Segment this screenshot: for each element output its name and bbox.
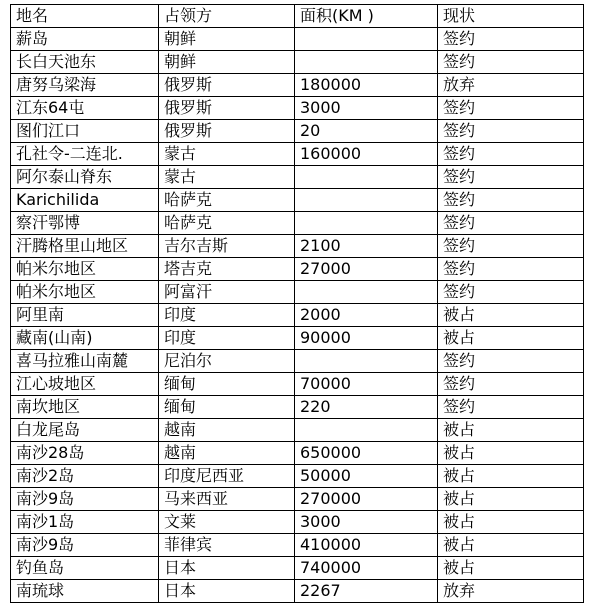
table-row xyxy=(11,580,584,603)
cell-place-name: 阿里南 xyxy=(11,304,159,327)
cell-area: 3000 xyxy=(295,511,438,534)
cell-status: 被占 xyxy=(438,442,584,465)
cell-area xyxy=(295,212,438,235)
table-row xyxy=(11,258,584,281)
cell-occupier: 尼泊尔 xyxy=(159,350,295,373)
cell-status: 签约 xyxy=(438,281,584,304)
cell-status: 放弃 xyxy=(438,74,584,97)
cell-area: 2000 xyxy=(295,304,438,327)
cell-area: 2267 xyxy=(295,580,438,603)
cell-place-name: 南沙9岛 xyxy=(11,534,159,557)
cell-area: 50000 xyxy=(295,465,438,488)
cell-area xyxy=(295,166,438,189)
cell-occupier: 蒙古 xyxy=(159,143,295,166)
cell-place-name: 薪岛 xyxy=(11,28,159,51)
cell-area: 90000 xyxy=(295,327,438,350)
table-row xyxy=(11,212,584,235)
cell-status: 签约 xyxy=(438,28,584,51)
cell-occupier: 哈萨克 xyxy=(159,189,295,212)
cell-place-name: 钓鱼岛 xyxy=(11,557,159,580)
table-row xyxy=(11,28,584,51)
cell-area: 27000 xyxy=(295,258,438,281)
cell-occupier: 文莱 xyxy=(159,511,295,534)
cell-place-name: 图们江口 xyxy=(11,120,159,143)
cell-area xyxy=(295,51,438,74)
table-row xyxy=(11,166,584,189)
cell-place-name: 阿尔泰山脊东 xyxy=(11,166,159,189)
cell-place-name: Karichilida xyxy=(11,189,159,212)
cell-place-name: 察汗鄂博 xyxy=(11,212,159,235)
cell-place-name: 白龙尾岛 xyxy=(11,419,159,442)
cell-occupier: 越南 xyxy=(159,419,295,442)
table-row xyxy=(11,281,584,304)
cell-occupier: 俄罗斯 xyxy=(159,74,295,97)
table-row xyxy=(11,442,584,465)
table-row xyxy=(11,534,584,557)
cell-status: 签约 xyxy=(438,97,584,120)
cell-place-name: 汗腾格里山地区 xyxy=(11,235,159,258)
cell-status: 被占 xyxy=(438,488,584,511)
header-place-name: 地名 xyxy=(11,5,159,28)
cell-place-name: 南沙9岛 xyxy=(11,488,159,511)
cell-occupier: 蒙古 xyxy=(159,166,295,189)
cell-occupier: 菲律宾 xyxy=(159,534,295,557)
cell-status: 放弃 xyxy=(438,580,584,603)
table-row xyxy=(11,557,584,580)
cell-place-name: 唐努乌梁海 xyxy=(11,74,159,97)
table-row xyxy=(11,465,584,488)
cell-occupier: 哈萨克 xyxy=(159,212,295,235)
table-row xyxy=(11,120,584,143)
cell-occupier: 缅甸 xyxy=(159,373,295,396)
cell-occupier: 日本 xyxy=(159,557,295,580)
table-row xyxy=(11,97,584,120)
table-row xyxy=(11,304,584,327)
cell-status: 签约 xyxy=(438,373,584,396)
cell-area: 20 xyxy=(295,120,438,143)
cell-area: 410000 xyxy=(295,534,438,557)
cell-status: 签约 xyxy=(438,258,584,281)
cell-occupier: 缅甸 xyxy=(159,396,295,419)
table-row xyxy=(11,350,584,373)
cell-status: 签约 xyxy=(438,189,584,212)
table-row xyxy=(11,373,584,396)
table-row xyxy=(11,189,584,212)
cell-place-name: 南沙28岛 xyxy=(11,442,159,465)
cell-status: 签约 xyxy=(438,51,584,74)
cell-area xyxy=(295,419,438,442)
cell-occupier: 马来西亚 xyxy=(159,488,295,511)
cell-status: 签约 xyxy=(438,120,584,143)
cell-status: 被占 xyxy=(438,327,584,350)
cell-status: 签约 xyxy=(438,212,584,235)
table-row xyxy=(11,419,584,442)
table-header-row xyxy=(11,5,584,28)
cell-area xyxy=(295,189,438,212)
cell-occupier: 俄罗斯 xyxy=(159,120,295,143)
cell-place-name: 长白天池东 xyxy=(11,51,159,74)
cell-area xyxy=(295,350,438,373)
table-row xyxy=(11,396,584,419)
cell-status: 签约 xyxy=(438,396,584,419)
cell-status: 被占 xyxy=(438,465,584,488)
cell-occupier: 印度 xyxy=(159,327,295,350)
cell-area: 270000 xyxy=(295,488,438,511)
cell-place-name: 南沙1岛 xyxy=(11,511,159,534)
cell-area: 70000 xyxy=(295,373,438,396)
cell-status: 被占 xyxy=(438,534,584,557)
cell-area: 650000 xyxy=(295,442,438,465)
cell-area xyxy=(295,281,438,304)
cell-place-name: 江心坡地区 xyxy=(11,373,159,396)
cell-area: 160000 xyxy=(295,143,438,166)
cell-status: 签约 xyxy=(438,143,584,166)
table-row xyxy=(11,327,584,350)
cell-occupier: 朝鲜 xyxy=(159,51,295,74)
cell-occupier: 俄罗斯 xyxy=(159,97,295,120)
cell-status: 被占 xyxy=(438,419,584,442)
table-row xyxy=(11,511,584,534)
header-status: 现状 xyxy=(438,5,584,28)
cell-place-name: 喜马拉雅山南麓 xyxy=(11,350,159,373)
cell-status: 被占 xyxy=(438,557,584,580)
cell-area: 740000 xyxy=(295,557,438,580)
cell-place-name: 帕米尔地区 xyxy=(11,258,159,281)
cell-occupier: 塔吉克 xyxy=(159,258,295,281)
table-row xyxy=(11,74,584,97)
cell-status: 签约 xyxy=(438,166,584,189)
cell-place-name: 南坎地区 xyxy=(11,396,159,419)
cell-area: 220 xyxy=(295,396,438,419)
cell-status: 被占 xyxy=(438,304,584,327)
cell-occupier: 朝鲜 xyxy=(159,28,295,51)
cell-occupier: 阿富汗 xyxy=(159,281,295,304)
cell-place-name: 孔社令-二连北. xyxy=(11,143,159,166)
header-area: 面积(KM ) xyxy=(295,5,438,28)
cell-occupier: 吉尔吉斯 xyxy=(159,235,295,258)
cell-occupier: 印度 xyxy=(159,304,295,327)
cell-status: 签约 xyxy=(438,350,584,373)
cell-status: 被占 xyxy=(438,511,584,534)
header-occupier: 占领方 xyxy=(159,5,295,28)
cell-place-name: 藏南(山南) xyxy=(11,327,159,350)
cell-area: 2100 xyxy=(295,235,438,258)
table-row xyxy=(11,235,584,258)
territory-table xyxy=(10,4,584,603)
cell-area xyxy=(295,28,438,51)
cell-status: 签约 xyxy=(438,235,584,258)
cell-area: 180000 xyxy=(295,74,438,97)
table-row xyxy=(11,488,584,511)
cell-area: 3000 xyxy=(295,97,438,120)
cell-occupier: 日本 xyxy=(159,580,295,603)
cell-place-name: 南沙2岛 xyxy=(11,465,159,488)
table-row xyxy=(11,51,584,74)
cell-occupier: 印度尼西亚 xyxy=(159,465,295,488)
table-body xyxy=(11,28,584,603)
table-row xyxy=(11,143,584,166)
cell-occupier: 越南 xyxy=(159,442,295,465)
cell-place-name: 帕米尔地区 xyxy=(11,281,159,304)
cell-place-name: 南琉球 xyxy=(11,580,159,603)
cell-place-name: 江东64屯 xyxy=(11,97,159,120)
